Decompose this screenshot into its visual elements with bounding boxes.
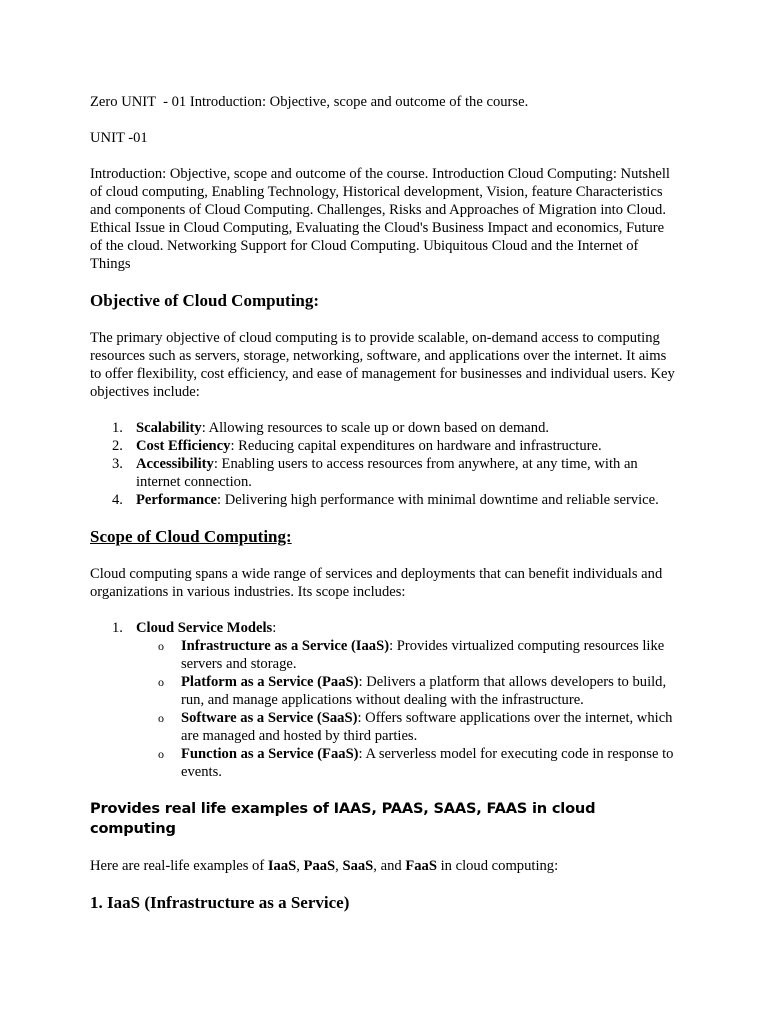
scope-list [90,619,678,781]
sub-list-item [136,673,678,709]
sub-term: Infrastructure as a Service (IaaS) [181,638,390,654]
paas-term: PaaS [303,858,336,874]
list-term: Cost Efficiency [136,438,231,454]
list-term: Scalability [136,420,202,436]
list-item [90,455,678,491]
list-desc: : Delivering high performance with minimal downtime and reliable service. [217,492,659,508]
list-item [90,491,678,509]
sub-term: Function as a Service (FaaS) [181,746,359,762]
sub-term: Platform as a Service (PaaS) [181,674,359,690]
sub-list-item [136,637,678,673]
intro-text-end: in cloud computing: [436,858,559,874]
list-term: Accessibility [136,456,214,472]
sub-desc: : A serverless model for executing code in response to events. [181,746,674,780]
intro-text: Here are real-life examples of [90,858,268,874]
intro-paragraph: Introduction: Objective, scope and outcome of the course. Introduction Cloud Computing: Nutshell of cloud computing, Enabling Technology, Historical development, Vision, feature Characteristics and components of Cloud Computing. Challenges, Risks and Approaches of Migration into Cloud. Ethical Issue in Cloud Computing, Evaluating the Cloud's Business Impact and economics, Future of the cloud. Networking Support for Cloud Computing. Ubiquitous Cloud and the Internet of Things [90,166,670,272]
bullet-icon: o [158,639,164,653]
list-item [90,619,678,781]
list-term: Performance [136,492,218,508]
faas-term: FaaS [405,858,437,874]
bullet-icon: o [158,747,164,761]
separator: , and [373,858,406,874]
bullet-icon: o [158,675,164,689]
examples-intro [90,857,678,875]
objective-list [90,419,678,509]
sub-desc: : Offers software applications over the internet, which are managed and hosted by third parties. [181,710,673,744]
objective-paragraph: The primary objective of cloud computing is to provide scalable, on-demand access to computing resources such as servers, storage, networking, software, and applications over the internet. It aims to offer flexibility, cost efficiency, and ease of management for businesses and individual users. Key objectives include: [90,330,675,400]
examples-heading: Provides real life examples of IAAS, PAAS, SAAS, FAAS in cloud computing [90,800,596,837]
scope-paragraph: Cloud computing spans a wide range of services and deployments that can benefit individuals and organizations in various industries. Its scope includes: [90,566,663,600]
separator: , [296,858,304,874]
list-item [90,437,678,455]
iaas-subheading: 1. IaaS (Infrastructure as a Service) [90,893,350,912]
sub-list-item [136,709,678,745]
objective-heading: Objective of Cloud Computing: [90,291,320,310]
list-term: Cloud Service Models [136,620,273,636]
list-desc: : Allowing resources to scale up or down based on demand. [201,420,550,436]
list-number: 1. [112,420,123,436]
separator: , [335,858,343,874]
unit-heading: UNIT -01 [90,130,148,146]
service-model-list [136,637,678,781]
list-number: 2. [112,438,123,454]
sub-term: Software as a Service (SaaS) [181,710,358,726]
bullet-icon: o [158,711,164,725]
sub-desc: : Delivers a platform that allows developers to build, run, and manage applications without dealing with the infrastructure. [181,674,667,708]
list-colon: : [272,620,277,636]
zero-unit-line: Zero UNIT - 01 Introduction: Objective, scope and outcome of the course. [90,94,529,110]
list-item [90,419,678,437]
list-desc: : Enabling users to access resources from anywhere, at any time, with an internet connection. [136,456,638,490]
iaas-term: IaaS [267,858,297,874]
saas-term: SaaS [342,858,374,874]
list-desc: : Reducing capital expenditures on hardware and infrastructure. [230,438,602,454]
sub-list-item [136,745,678,781]
list-number: 4. [112,492,123,508]
scope-heading: Scope of Cloud Computing: [90,527,292,546]
list-number: 1. [112,620,123,636]
sub-desc: : Provides virtualized computing resources like servers and storage. [181,638,665,672]
list-number: 3. [112,456,123,472]
